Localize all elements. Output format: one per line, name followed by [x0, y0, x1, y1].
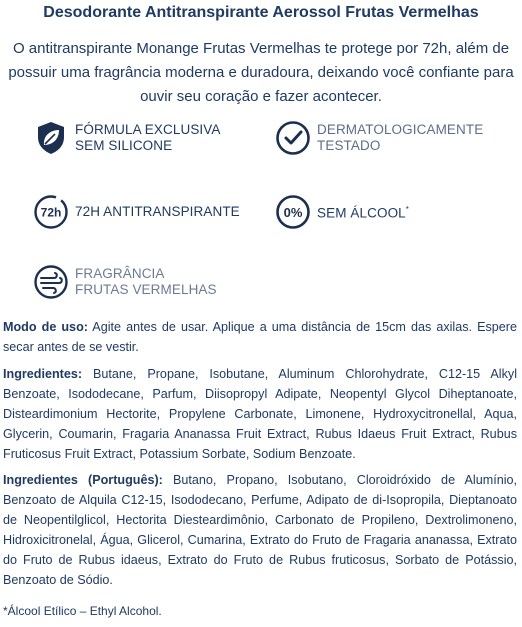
ingredients-paragraph: [3, 364, 517, 464]
feature-fragrance-line2: FRUTAS VERMELHAS: [75, 282, 217, 297]
ingredients-pt-text: Butano, Propano, Isobutano, Cloroidróxido de Alumínio, Benzoato de Alquila C12-15, Isododecano, Perfume, Adipato de di-Isopropila, Dieptanoato de Neopentilglicol, Hectorita Diesteardimônio, Carbonato de Propileno, Dextrolimoneno, Hidroxicitronelal, Água, Glicerol, Cumarina, Extrato do Fruto de Fragaria ananassa, Extrato do Fruto de Rubus idaeus, Extrato do Fruto de Rubus fruticosus, Sorbato de Potássio, Benzoato de Sódio.: [3, 473, 517, 587]
page-title: Desodorante Antitranspirante Aerossol Frutas Vermelhas: [43, 4, 479, 21]
leaf-shield-icon: [33, 120, 69, 156]
ingredients-pt-paragraph: [3, 470, 517, 590]
72h-badge-icon: [33, 194, 69, 230]
72h-badge-text: 72h: [40, 205, 62, 220]
feature-fragrance-line1: FRAGRÂNCIA: [75, 266, 165, 281]
feature-dermatologically-tested: [275, 120, 483, 156]
wind-icon: [33, 264, 69, 300]
footnote: *Álcool Etílico – Ethyl Alcohol.: [3, 604, 162, 618]
usage-paragraph: [3, 317, 517, 357]
feature-alcohol-free: [275, 194, 409, 230]
ingredients-label: Ingredientes:: [3, 367, 83, 381]
ingredients-text: Butane, Propane, Isobutane, Aluminum Chlorohydrate, C12-15 Alkyl Benzoate, Isododecane, Parfum, Diisopropyl Adipate, Neopentyl Glycol Diheptanoate, Disteardimonium Hectorite, Propylene Carbonate, Limonene, Hydroxycitronellal, Aqua, Glycerin, Coumarin, Fragaria Ananassa Fruit Extract, Rubus Idaeus Fruit Extract, Rubus Fruticosus Fruit Extract, Potassium Sorbate, Sodium Benzoate.: [3, 367, 517, 461]
zero-percent-text: 0%: [283, 205, 303, 220]
footnote-mark: *: [405, 205, 409, 215]
feature-derm-line1: DERMATOLOGICAMENTE: [317, 122, 484, 137]
checkmark-circle-icon: [275, 120, 311, 156]
feature-72h: [33, 194, 240, 230]
feature-alcohol-label: SEM ÁLCOOL: [317, 205, 406, 221]
usage-text: Agite antes de usar. Aplique a uma distância de 15cm das axilas. Espere secar antes de se vestir.: [3, 320, 517, 354]
feature-formula-line1: FÓRMULA EXCLUSIVA: [75, 122, 221, 137]
feature-fragrance: [33, 264, 217, 300]
product-description: O antitranspirante Monange Frutas Vermelhas te protege por 72h, além de possuir uma fragrância moderna e duradoura, deixando você confiante para ouvir seu coração e fazer acontecer.: [8, 40, 514, 105]
feature-72h-label: 72H ANTITRANSPIRANTE: [75, 204, 240, 219]
zero-percent-icon: [275, 194, 311, 230]
feature-derm-line2: TESTADO: [317, 138, 381, 153]
usage-label: Modo de uso:: [3, 320, 88, 334]
feature-formula-line2: SEM SILICONE: [75, 138, 173, 153]
feature-formula: [33, 120, 221, 156]
ingredients-pt-label: Ingredientes (Português):: [3, 473, 163, 487]
